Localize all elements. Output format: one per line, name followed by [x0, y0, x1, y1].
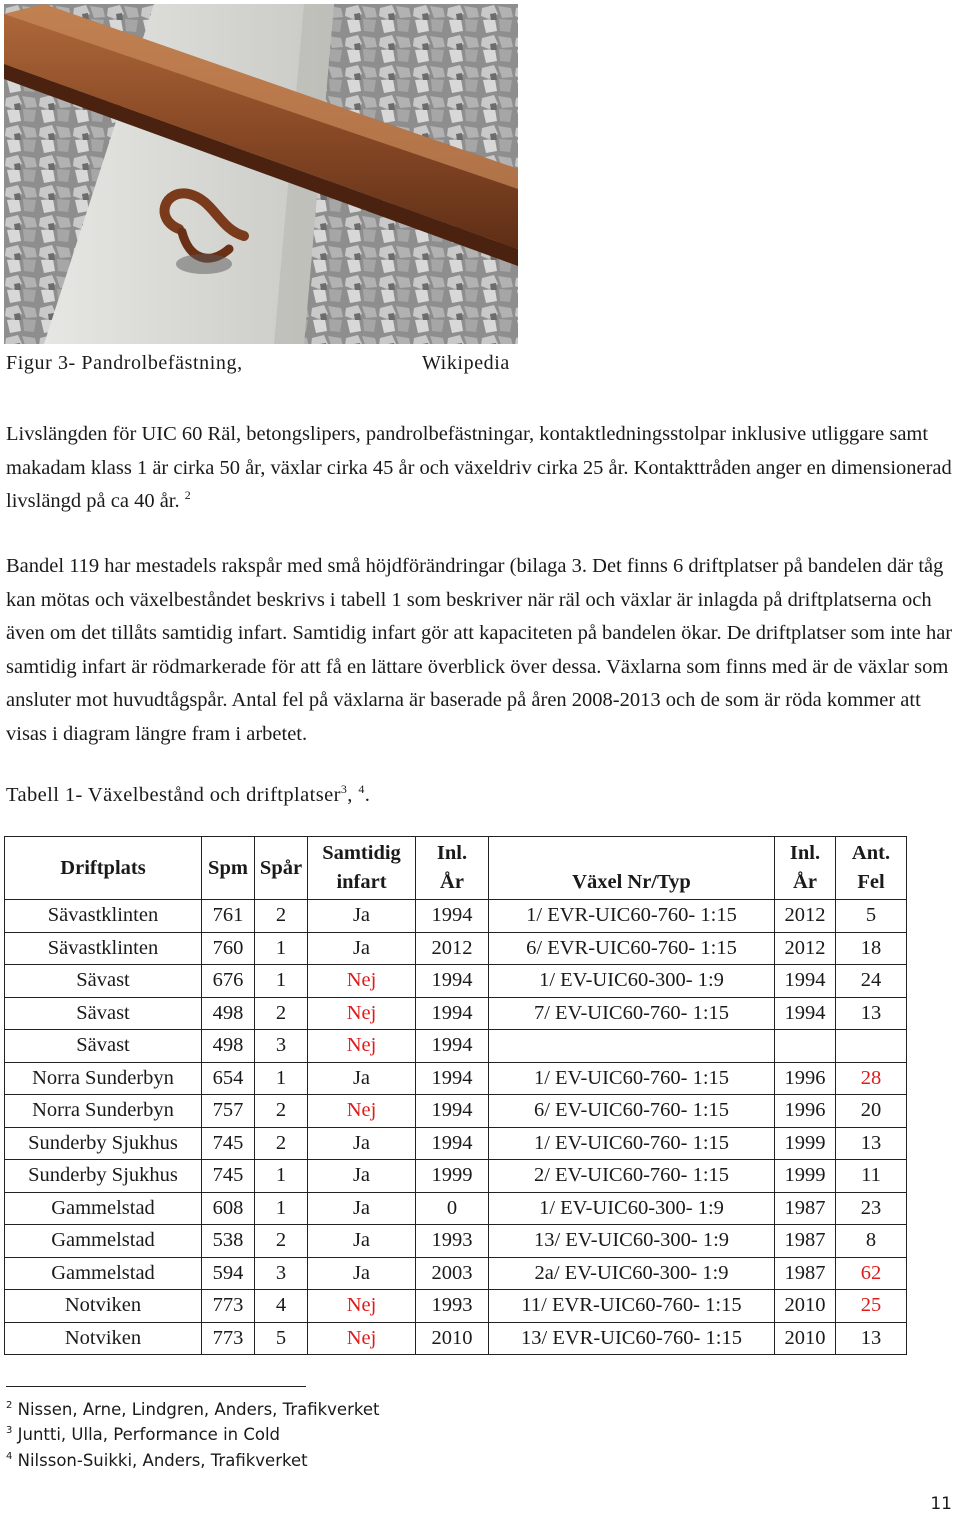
- header-samtidig-infart: [308, 837, 416, 900]
- figure-source: Wikipedia: [422, 352, 510, 374]
- table-row: [5, 1192, 907, 1225]
- header-inl2-line1: Inl.: [789, 842, 821, 864]
- cell-driftplats: Notviken: [5, 1322, 202, 1355]
- cell-inl2: 1996: [775, 1062, 836, 1095]
- footnote-4: [6, 1451, 308, 1470]
- cell-inl: 1994: [416, 965, 489, 998]
- cell-samtidig: Ja: [308, 1160, 416, 1193]
- cell-spm: 773: [202, 1322, 255, 1355]
- cell-inl2: 1994: [775, 965, 836, 998]
- cell-driftplats: Norra Sunderbyn: [5, 1095, 202, 1128]
- cell-spm: 538: [202, 1225, 255, 1258]
- footnote-ref-4: 4: [358, 782, 365, 796]
- cell-samtidig: Ja: [308, 1192, 416, 1225]
- paragraph-lifespan-text: Livslängden för UIC 60 Räl, betongslipers, pandrolbefästningar, kontaktledningsstolpar inklusive utliggare samt makadam klass 1 är cirka 50 år, växlar cirka 45 år och växeldriv cirka 25 år. Kontakttråden anger en dimensionerad livslängd på ca 40 år.: [6, 423, 952, 512]
- cell-inl: 0: [416, 1192, 489, 1225]
- table-row: [5, 1095, 907, 1128]
- table-row: [5, 1225, 907, 1258]
- header-inl2-line2: År: [793, 871, 817, 893]
- table-body: [5, 900, 907, 1355]
- switch-table: [4, 836, 907, 1355]
- cell-vaxel: 1/ EVR-UIC60-760- 1:15: [489, 900, 775, 933]
- paragraph-lifespan: [6, 418, 956, 519]
- cell-samtidig: Ja: [308, 1257, 416, 1290]
- table-caption-text: Tabell 1- Växelbestånd och driftplatser: [6, 784, 341, 806]
- header-ant-line1: Ant.: [851, 842, 891, 864]
- footnote-4-text: Nilsson-Suikki, Anders, Trafikverket: [17, 1451, 308, 1470]
- table-row: [5, 900, 907, 933]
- cell-fel: 23: [836, 1192, 907, 1225]
- cell-inl2: 2010: [775, 1322, 836, 1355]
- cell-vaxel: 1/ EV-UIC60-760- 1:15: [489, 1127, 775, 1160]
- table-row: [5, 997, 907, 1030]
- cell-driftplats: Gammelstad: [5, 1257, 202, 1290]
- cell-spar: 5: [255, 1322, 308, 1355]
- cell-spm: 654: [202, 1062, 255, 1095]
- cell-inl: 1994: [416, 1030, 489, 1063]
- footnote-3-num: 3: [6, 1425, 13, 1436]
- header-ant-fel: [836, 837, 907, 900]
- cell-fel: 13: [836, 997, 907, 1030]
- cell-spar: 2: [255, 1095, 308, 1128]
- cell-samtidig: Ja: [308, 1225, 416, 1258]
- cell-fel: 20: [836, 1095, 907, 1128]
- cell-spar: 2: [255, 997, 308, 1030]
- cell-spar: 1: [255, 1160, 308, 1193]
- table-row: [5, 1127, 907, 1160]
- cell-samtidig: Nej: [308, 1095, 416, 1128]
- table-row: [5, 1030, 907, 1063]
- footnote-ref-3: 3: [340, 782, 348, 796]
- cell-inl: 1993: [416, 1290, 489, 1323]
- cell-driftplats: Norra Sunderbyn: [5, 1062, 202, 1095]
- cell-vaxel: 1/ EV-UIC60-300- 1:9: [489, 965, 775, 998]
- table-caption-sep: ,: [347, 784, 359, 806]
- cell-spm: 745: [202, 1127, 255, 1160]
- cell-vaxel: 2a/ EV-UIC60-300- 1:9: [489, 1257, 775, 1290]
- cell-vaxel: [489, 1030, 775, 1063]
- rail-photo: [4, 4, 518, 344]
- header-samtidig-line2: infart: [336, 871, 387, 893]
- footnote-2: [6, 1400, 379, 1419]
- cell-inl2: 2010: [775, 1290, 836, 1323]
- cell-inl: 1994: [416, 1062, 489, 1095]
- cell-inl2: 1987: [775, 1225, 836, 1258]
- header-driftplats: Driftplats: [5, 837, 202, 900]
- cell-vaxel: 13/ EVR-UIC60-760- 1:15: [489, 1322, 775, 1355]
- header-inl-ar: [416, 837, 489, 900]
- cell-inl2: 1987: [775, 1257, 836, 1290]
- cell-spar: 1: [255, 1192, 308, 1225]
- cell-inl2: 2012: [775, 900, 836, 933]
- header-spm: Spm: [202, 837, 255, 900]
- page-number: 11: [930, 1494, 952, 1514]
- header-inl-line1: Inl.: [436, 842, 468, 864]
- cell-fel: [836, 1030, 907, 1063]
- cell-spm: 594: [202, 1257, 255, 1290]
- cell-vaxel: 6/ EVR-UIC60-760- 1:15: [489, 932, 775, 965]
- header-spar: Spår: [255, 837, 308, 900]
- cell-spm: 745: [202, 1160, 255, 1193]
- table-header-row: [5, 837, 907, 900]
- cell-spar: 4: [255, 1290, 308, 1323]
- cell-fel: 8: [836, 1225, 907, 1258]
- header-inl-ar-2: [775, 837, 836, 900]
- table-caption-end: .: [364, 784, 371, 806]
- cell-inl: 2012: [416, 932, 489, 965]
- cell-inl2: 1994: [775, 997, 836, 1030]
- cell-spm: 608: [202, 1192, 255, 1225]
- cell-spm: 676: [202, 965, 255, 998]
- cell-fel: 11: [836, 1160, 907, 1193]
- cell-inl2: 1996: [775, 1095, 836, 1128]
- header-vaxel: Växel Nr/Typ: [489, 837, 775, 900]
- cell-inl: 1994: [416, 1095, 489, 1128]
- cell-fel: 25: [836, 1290, 907, 1323]
- cell-driftplats: Sunderby Sjukhus: [5, 1160, 202, 1193]
- footnote-ref-2: 2: [184, 488, 191, 502]
- cell-inl: 1993: [416, 1225, 489, 1258]
- cell-samtidig: Ja: [308, 1127, 416, 1160]
- header-ant-line2: Fel: [857, 871, 885, 893]
- cell-driftplats: Sunderby Sjukhus: [5, 1127, 202, 1160]
- table-row: [5, 932, 907, 965]
- cell-fel: 13: [836, 1127, 907, 1160]
- cell-vaxel: 7/ EV-UIC60-760- 1:15: [489, 997, 775, 1030]
- cell-spar: 2: [255, 900, 308, 933]
- footnote-divider: [6, 1386, 306, 1387]
- table-row: [5, 1062, 907, 1095]
- footnote-2-num: 2: [6, 1400, 13, 1411]
- cell-spar: 3: [255, 1257, 308, 1290]
- cell-fel: 5: [836, 900, 907, 933]
- cell-spm: 757: [202, 1095, 255, 1128]
- cell-samtidig: Nej: [308, 997, 416, 1030]
- cell-vaxel: 6/ EV-UIC60-760- 1:15: [489, 1095, 775, 1128]
- cell-spar: 3: [255, 1030, 308, 1063]
- table-row: [5, 1160, 907, 1193]
- cell-inl: 2010: [416, 1322, 489, 1355]
- cell-inl2: 1987: [775, 1192, 836, 1225]
- table-row: [5, 965, 907, 998]
- table-row: [5, 1290, 907, 1323]
- cell-inl: 2003: [416, 1257, 489, 1290]
- header-inl-line2: År: [440, 871, 464, 893]
- cell-samtidig: Ja: [308, 1062, 416, 1095]
- cell-fel: 62: [836, 1257, 907, 1290]
- cell-vaxel: 2/ EV-UIC60-760- 1:15: [489, 1160, 775, 1193]
- cell-fel: 18: [836, 932, 907, 965]
- cell-spm: 760: [202, 932, 255, 965]
- cell-driftplats: Notviken: [5, 1290, 202, 1323]
- cell-samtidig: Nej: [308, 1322, 416, 1355]
- cell-driftplats: Sävastklinten: [5, 932, 202, 965]
- cell-driftplats: Sävast: [5, 1030, 202, 1063]
- cell-spm: 498: [202, 1030, 255, 1063]
- cell-samtidig: Nej: [308, 1030, 416, 1063]
- figure-caption: Figur 3- Pandrolbefästning,: [6, 352, 243, 374]
- cell-vaxel: 1/ EV-UIC60-760- 1:15: [489, 1062, 775, 1095]
- cell-spar: 2: [255, 1225, 308, 1258]
- cell-inl2: [775, 1030, 836, 1063]
- footnote-4-num: 4: [6, 1451, 13, 1462]
- cell-spm: 498: [202, 997, 255, 1030]
- cell-inl2: 2012: [775, 932, 836, 965]
- cell-fel: 28: [836, 1062, 907, 1095]
- cell-vaxel: 11/ EVR-UIC60-760- 1:15: [489, 1290, 775, 1323]
- cell-driftplats: Sävast: [5, 997, 202, 1030]
- cell-vaxel: 13/ EV-UIC60-300- 1:9: [489, 1225, 775, 1258]
- cell-inl: 1999: [416, 1160, 489, 1193]
- cell-inl2: 1999: [775, 1160, 836, 1193]
- cell-inl: 1994: [416, 900, 489, 933]
- cell-spar: 1: [255, 965, 308, 998]
- footnote-3-text: Juntti, Ulla, Performance in Cold: [17, 1425, 281, 1444]
- header-samtidig-line1: Samtidig: [322, 842, 401, 864]
- cell-samtidig: Nej: [308, 1290, 416, 1323]
- cell-fel: 24: [836, 965, 907, 998]
- cell-spm: 773: [202, 1290, 255, 1323]
- cell-samtidig: Ja: [308, 900, 416, 933]
- cell-samtidig: Ja: [308, 932, 416, 965]
- cell-inl: 1994: [416, 1127, 489, 1160]
- paragraph-bandel: Bandel 119 har mestadels rakspår med små höjdförändringar (bilaga 3. Det finns 6 driftplatser på bandelen där tåg kan mötas och växelbeståndet beskrivs i tabell 1 som beskriver när räl och växlar är inlagda på driftplatserna och även om det tillåts samtidig infart. Samtidig infart gör att kapaciteten på bandelen ökar. De driftplatser som inte har samtidig infart är rödmarkerade för att få en lättare överblick över dessa. Växlarna som finns med är de växlar som ansluter mot huvudtågspår. Antal fel på växlarna är baserade på åren 2008-2013 och de som är röda kommer att visas i diagram längre fram i arbetet.: [6, 555, 953, 745]
- table-caption: [6, 784, 370, 807]
- cell-vaxel: 1/ EV-UIC60-300- 1:9: [489, 1192, 775, 1225]
- cell-inl: 1994: [416, 997, 489, 1030]
- cell-spar: 1: [255, 1062, 308, 1095]
- cell-samtidig: Nej: [308, 965, 416, 998]
- cell-fel: 13: [836, 1322, 907, 1355]
- footnote-2-text: Nissen, Arne, Lindgren, Anders, Trafikverket: [17, 1400, 380, 1419]
- cell-driftplats: Gammelstad: [5, 1225, 202, 1258]
- table-row: [5, 1322, 907, 1355]
- cell-driftplats: Sävast: [5, 965, 202, 998]
- cell-spar: 1: [255, 932, 308, 965]
- cell-spm: 761: [202, 900, 255, 933]
- cell-driftplats: Gammelstad: [5, 1192, 202, 1225]
- cell-inl2: 1999: [775, 1127, 836, 1160]
- table-row: [5, 1257, 907, 1290]
- cell-driftplats: Sävastklinten: [5, 900, 202, 933]
- cell-spar: 2: [255, 1127, 308, 1160]
- footnote-3: [6, 1425, 280, 1444]
